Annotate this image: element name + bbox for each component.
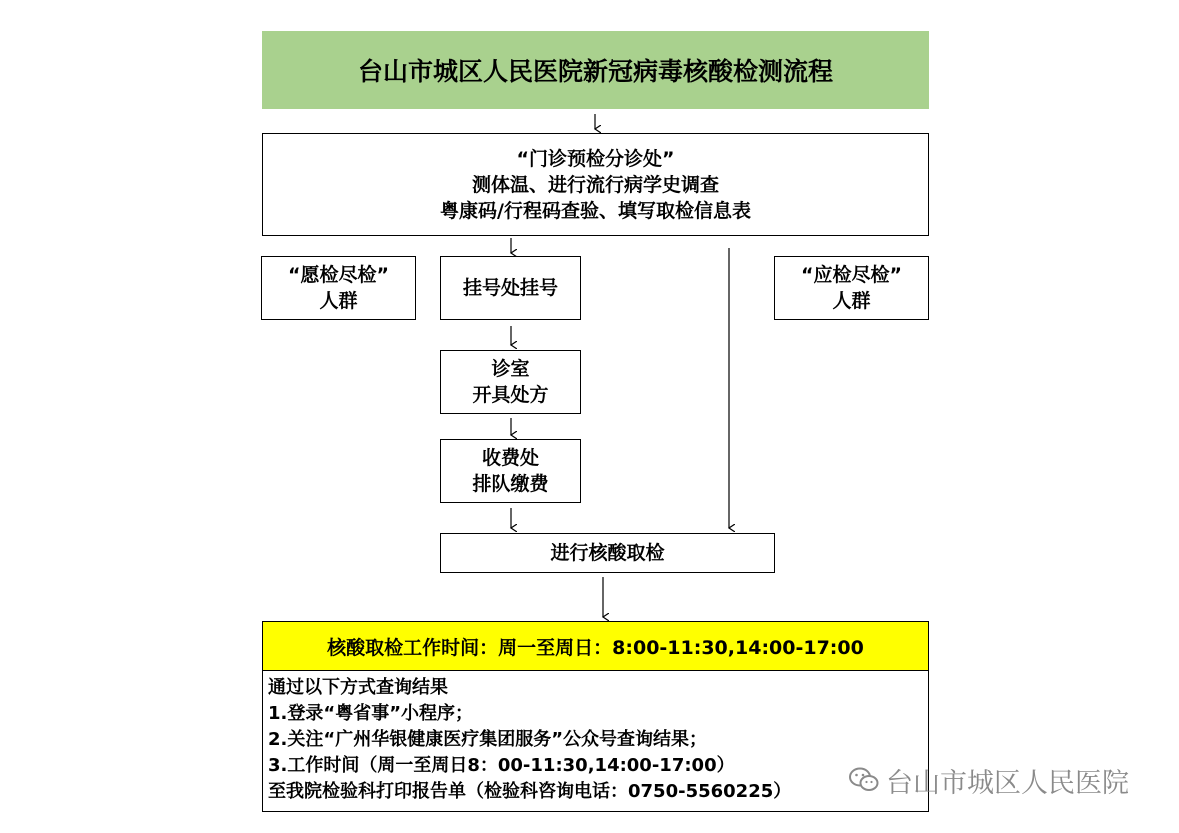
results-heading: 通过以下方式查询结果 (268, 677, 448, 698)
clinic-line-1: 诊室 (491, 358, 530, 380)
clinic-line-2: 开具处方 (472, 384, 549, 406)
wechat-icon (848, 765, 880, 795)
cashier-line-2: 排队缴费 (472, 473, 549, 495)
voluntary-line-1: “愿检尽检” (288, 264, 389, 286)
triage-line-1: “门诊预检分诊处” (516, 147, 675, 170)
mandatory-line-2: 人群 (832, 290, 871, 312)
results-item-3: 3.工作时间（周一至周日8：00-11:30,14:00-17:00） (268, 755, 735, 776)
working-hours-banner: 核酸取检工作时间：周一至周日：8:00-11:30,14:00-17:00 (262, 621, 929, 671)
mandatory-line-1: “应检尽检” (801, 264, 902, 286)
results-item-1: 1.登录“粤省事”小程序； (268, 703, 474, 724)
sampling-label: 进行核酸取检 (550, 542, 665, 564)
triage-line-3: 粤康码/行程码查验、填写取检信息表 (440, 199, 751, 222)
results-item-4: 至我院检验科打印报告单（检验科咨询电话：0750-5560225） (268, 781, 792, 802)
triage-line-2: 测体温、进行流行病学史调查 (471, 173, 719, 196)
watermark (848, 762, 1129, 798)
results-item-2: 2.关注“广州华银健康医疗集团服务”公众号查询结果； (268, 729, 708, 750)
cashier-line-1: 收费处 (481, 447, 539, 469)
watermark-text: 台山市城区人民医院 (886, 767, 1129, 799)
page-title: 台山市城区人民医院新冠病毒核酸检测流程 (262, 31, 929, 109)
voluntary-line-2: 人群 (319, 290, 358, 312)
register-label: 挂号处挂号 (462, 277, 558, 299)
